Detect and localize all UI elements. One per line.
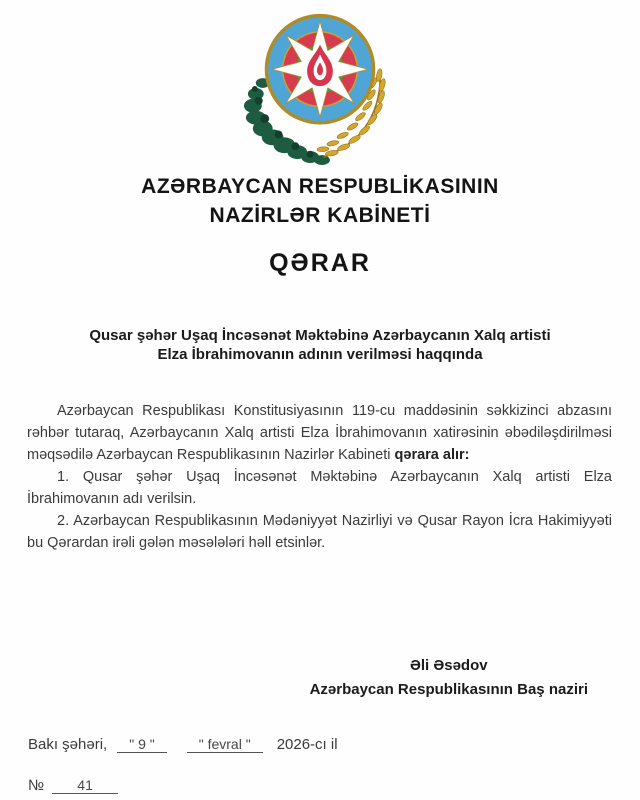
signatory-name: Əli Əsədov [409,656,488,674]
number-label: № [28,776,45,794]
decree-item-2: 2. Azərbaycan Respublikasının Mədəniyyət Nazirliyi və Qusar Rayon İcra Hakimiyyəti bu Qərardan irəli gələn məsələləri həll etsinlər. [27,512,612,551]
subject-line2: Elza İbrahimovanın adının verilməsi haqqında [157,345,483,363]
resolution-phrase: qərara alır: [394,446,470,463]
org-name-line2: NAZİRLƏR KABİNETİ [209,203,431,227]
signatory-title: Azərbaycan Respublikasının Baş naziri [309,680,588,698]
preamble-text: Azərbaycan Respublikası Konstitusiyasının 119-cu maddəsinin səkkizinci abzasını rəhbər tutaraq, Azərbaycanın Xalq artisti Elza İbrahimovanın xatirəsinin əbədiləşdirilməsi məqsədilə Azərbaycan Respublikasının Nazirlər Kabineti [27,402,612,463]
decree-body [27,400,612,554]
date-line [28,736,640,753]
subject-line1: Qusar şəhər Uşaq İncəsənət Məktəbinə Azərbaycanın Xalq artisti [89,326,551,344]
signature-block [310,654,588,702]
number-value: 41 [77,776,93,793]
org-name-line1: AZƏRBAYCAN RESPUBLİKASININ [141,174,499,198]
place-label: Bakı şəhəri, [28,735,108,753]
number-line [28,777,640,794]
month-blank [187,736,263,753]
subject-heading [0,326,640,364]
preamble-paragraph [27,400,612,466]
azerbaijan-coat-of-arms-icon [241,8,399,168]
org-name [0,172,640,230]
decree-item-1: 1. Qusar şəhər Uşaq İncəsənət Məktəbinə Azərbaycanın Xalq artisti Elza İbrahimovanın adı verilsin. [27,468,612,507]
month-value: " fevral " [198,735,251,752]
day-value: " 9 " [129,735,155,752]
number-blank [52,777,118,794]
document-type-heading: QƏRAR [269,248,371,277]
year-text: 2026-cı il [276,735,338,753]
day-blank [117,736,167,753]
